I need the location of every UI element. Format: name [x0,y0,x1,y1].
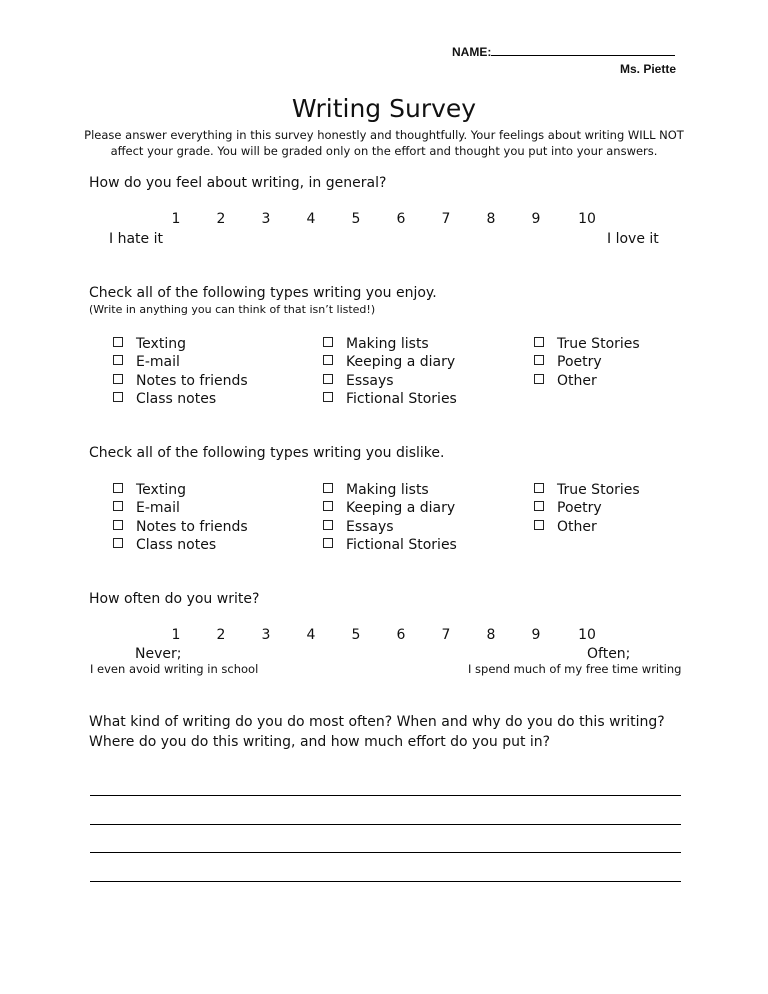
q5-prompt-line-1: What kind of writing do you do most often? When and why do you do this writing? [89,714,665,730]
checkbox[interactable] [113,501,123,511]
checkbox-item[interactable]: Keeping a diary [323,353,457,371]
q1-scale-2[interactable]: 2 [216,211,226,227]
answer-line[interactable] [90,795,681,796]
q1-scale-5[interactable]: 5 [351,211,361,227]
checkbox[interactable] [534,355,544,365]
q4-scale-10[interactable]: 10 [578,627,596,643]
q1-scale-4[interactable]: 4 [306,211,316,227]
q4-low-sub: I even avoid writing in school [90,662,259,676]
page-title: Writing Survey [291,94,477,123]
checkbox-item[interactable]: Class notes [113,390,248,408]
checkbox[interactable] [323,538,333,548]
checkbox-item[interactable]: Notes to friends [113,518,248,536]
q4-scale-7[interactable]: 7 [441,627,451,643]
q1-scale-1[interactable]: 1 [171,211,181,227]
instructions: Please answer everything in this survey honestly and thoughtfully. Your feelings about writing WILL NOT affect your grade. You will be graded only on the effort and thought you put into your answers. [84,128,684,158]
checkbox[interactable] [113,355,123,365]
checkbox-item[interactable]: True Stories [534,335,640,353]
checkbox[interactable] [323,337,333,347]
checkbox-item[interactable]: Essays [323,518,457,536]
checkbox-item[interactable]: Fictional Stories [323,390,457,408]
checkbox[interactable] [323,483,333,493]
checkbox[interactable] [113,337,123,347]
checkbox-item[interactable]: Other [534,372,640,390]
q4-scale-4[interactable]: 4 [306,627,316,643]
q4-scale-6[interactable]: 6 [396,627,406,643]
name-field[interactable] [452,44,675,59]
q1-low-label: I hate it [109,231,163,247]
q3-column-3 [534,481,640,536]
q1-scale-10[interactable]: 10 [578,211,596,227]
q2-column-3 [534,335,640,390]
q1-prompt: How do you feel about writing, in general? [89,175,387,191]
answer-line[interactable] [90,824,681,825]
checkbox[interactable] [113,520,123,530]
checkbox[interactable] [534,501,544,511]
checkbox[interactable] [534,374,544,384]
q2-column-1 [113,335,248,408]
q5-prompt-line-2: Where do you do this writing, and how much effort do you put in? [89,734,551,750]
checkbox-item[interactable]: Notes to friends [113,372,248,390]
q4-scale-9[interactable]: 9 [531,627,541,643]
checkbox[interactable] [323,501,333,511]
checkbox[interactable] [323,355,333,365]
q1-scale-7[interactable]: 7 [441,211,451,227]
answer-line[interactable] [90,881,681,882]
checkbox-item[interactable]: Keeping a diary [323,499,457,517]
q4-low-label: Never; [135,646,182,662]
q3-column-2 [323,481,457,554]
q4-scale-3[interactable]: 3 [261,627,271,643]
checkbox-item[interactable]: E-mail [113,499,248,517]
q4-high-label: Often; [587,646,631,662]
checkbox-item[interactable]: Poetry [534,499,640,517]
checkbox-item[interactable]: True Stories [534,481,640,499]
q4-scale-1[interactable]: 1 [171,627,181,643]
q3-prompt: Check all of the following types writing you dislike. [89,445,445,461]
checkbox-item[interactable]: Essays [323,372,457,390]
checkbox-item[interactable]: Fictional Stories [323,536,457,554]
checkbox-item[interactable]: Other [534,518,640,536]
q1-scale-9[interactable]: 9 [531,211,541,227]
q4-scale-8[interactable]: 8 [486,627,496,643]
checkbox[interactable] [113,392,123,402]
q1-scale-3[interactable]: 3 [261,211,271,227]
checkbox[interactable] [113,483,123,493]
name-blank[interactable] [491,44,675,56]
checkbox-item[interactable]: Making lists [323,481,457,499]
q1-high-label: I love it [607,231,659,247]
checkbox-item[interactable]: Making lists [323,335,457,353]
checkbox[interactable] [323,392,333,402]
checkbox[interactable] [323,520,333,530]
checkbox-item[interactable]: Class notes [113,536,248,554]
answer-line[interactable] [90,852,681,853]
q1-scale-8[interactable]: 8 [486,211,496,227]
teacher-name: Ms. Piette [620,62,677,76]
name-label: NAME: [452,45,492,59]
q2-column-2 [323,335,457,408]
q4-scale-5[interactable]: 5 [351,627,361,643]
checkbox-item[interactable]: E-mail [113,353,248,371]
q4-prompt: How often do you write? [89,591,260,607]
checkbox[interactable] [534,483,544,493]
checkbox[interactable] [534,337,544,347]
q2-prompt: Check all of the following types writing you enjoy. [89,285,437,301]
checkbox[interactable] [323,374,333,384]
q2-note: (Write in anything you can think of that isn’t listed!) [89,303,376,316]
checkbox-item[interactable]: Texting [113,335,248,353]
q4-high-sub: I spend much of my free time writing [468,662,682,676]
q3-column-1 [113,481,248,554]
checkbox[interactable] [113,538,123,548]
checkbox-item[interactable]: Poetry [534,353,640,371]
checkbox-item[interactable]: Texting [113,481,248,499]
q4-scale-2[interactable]: 2 [216,627,226,643]
checkbox[interactable] [534,520,544,530]
q1-scale-6[interactable]: 6 [396,211,406,227]
checkbox[interactable] [113,374,123,384]
